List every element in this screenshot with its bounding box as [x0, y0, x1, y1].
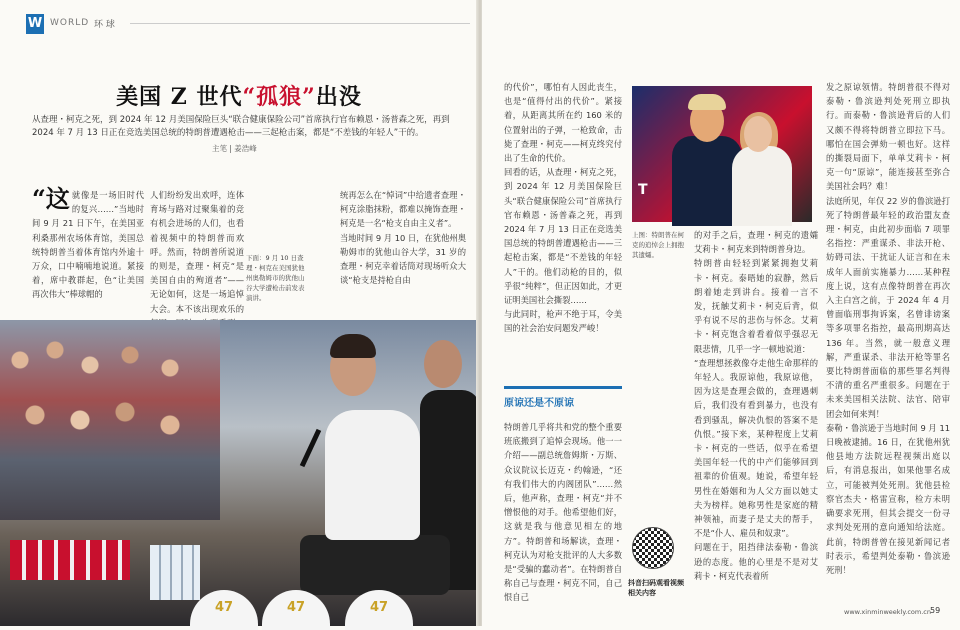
right-column-3: 发之原谅领情。特朗普很不得对泰勒・鲁滨逊判处死刑立即执行。而泰勒・鲁滨逊背后的人们又颇不得将特朗普立即拉下马。哪怕在国会弹劾一顿也好。这样的撕裂局面下，单单艾莉卡・柯克一句“原谅”，能连接甚至弥合美国社会吗？难！ 法庭所见，年仅 22 岁的鲁滨逊打死了特朗普最年轻的政治盟友查理・柯克，由此初步面临 7 项罪名指控：严重谋杀、非法开枪、妨碍司法、干扰证人证言和在未成年人面前实施暴力……某种程度上说，这有点像特朗普在再次入主白宫之前，于 2024 年 4 月曾面临刑事拘诉案，名曾诽谤案等多项罪名指控，最高刑期高达 136 年。当然，就一般意义理解，严重谋杀、非法开枪等罪名要比特朗普面临的那些罪名判得不清的重名严重很多。问题在于未来美国相关法院、法官、陪审团会如何来判！ 泰勒・鲁滨逊于当地时间 9 月 11 日晚被逮捕。16 日，在犹他州犹他县地方法院远程视频出庭以后，有消息报出，如果他罪名成立，可能被判处死刑。犹他县检察官杰夫・格雷宣称，检方未明确要求死刑，但其会提交一份寻求判处死刑的意向通知给法庭。此前，特朗普曾在接见新闻记者时表示，希望判处泰勒・鲁滨逊死刑！: [826, 82, 950, 575]
backdrop-letter: T: [638, 182, 648, 198]
merch-boxes: [10, 540, 130, 580]
speaker-figure: [325, 410, 420, 540]
article-headline: [0, 80, 478, 111]
cap-47: 47: [262, 590, 330, 630]
right-column-2: 的对手之后，查理・柯克的遗孀艾莉卡・柯克来到特朗普身边。 特朗普由轻轻到紧紧拥抱艾莉卡・柯克。泰晤她的寂静，然后朗着她走到讲台。接着一言不发，抚触艾莉卡・柯克后背，似乎有说不尽的悲伤与怀念。艾莉卡・柯克饱含着看着似乎强忍无限悲情，几乎一字一顿地说道： “查理想拯救像夺走他生命那样的年轻人。我原谅他，我原谅他，因为这是查理会做的，查理遇刺后，我们没有看到暴力，也没有看到骚乱，解决仇恨的答案不是仇恨。”接下来，某种程度上艾莉卡・柯克的一些话，似乎在希望美国年轻一代的中产们能够回到祖辈的价值观。她说，希望年轻男性在婚姻和为人父方面以她丈夫为榜样。她称男性是家庭的精神领袖，而妻子是丈夫的帮手，不是“仆人、雇员和奴隶”。 问题在于，阻挡律法泰勒・鲁滨逊的态度。他的心里是不是对艾莉卡・柯克代表着所: [694, 230, 818, 581]
section-label-en: WORLD: [50, 18, 90, 28]
body-column-1-text: 就像是一场旧时代的复兴……”当地时间 9 月 21 日下午，在美国亚利桑那州农场体育馆，美国总统特朗普当着体育馆内外逾十万众，口中喃喃地说道。紧接着，席中教群起，色“让美国再次伟大”棒球帽的: [32, 190, 144, 300]
right-column-1-bottom: 特朗普几乎将共和党的整个重要班底搬到了追悼会现场。他一一介绍——副总统詹姆斯・万斯、众议院议长迈克・约翰逊，“还有我们伟大的内阁团队”……然后，他声称，查理・柯克“并不憎恨他的对手。他希望他们好，这就是我与他意见相左的地方”。特朗普和场解读，查理・柯克认为对枪支批评的人大多数是“受骗的蠢动者”。在特朗普自称自己与查理・柯克不同，自己恨自己: [504, 422, 622, 603]
qr-code-icon[interactable]: [632, 527, 674, 569]
subhead: 原谅还是不原谅: [504, 398, 574, 409]
qr-caption: 抖音扫码观看视频相关内容: [628, 579, 684, 597]
woman-head: [744, 116, 772, 152]
right-column-1-top: 的代价”，哪怕有人因此丧生，也是“值得付出的代价”。紧接着，从距离其所在约 160 米的位置射出的子弹，一枪致命，击毙了查理・柯克——柯克终究付出了生命的代价。 回看的话，从查理・柯克之死，到 2024 年 12 月美国保险巨头“联合健康保险公司”首席执行官布赖恩・汤普森之死，再到 2024 年 7 月 13 日正在竞选美国总统的特朗普遭遇枪击——三起枪击案，都是“不差钱的年轻人”干的。他们动枪的目的，似乎很“纯粹”，但正因如此，才更证明美国社会撕裂…… 与此同时，枪声不绝于耳，令美国的社会治安问题发严峻！: [504, 82, 622, 334]
body-column-1: [32, 184, 144, 316]
speaker-hair: [330, 334, 376, 358]
footer-url[interactable]: www.xinminweekly.com.cn: [844, 608, 931, 616]
page-number: 59: [930, 606, 941, 615]
headline-pre: 美国 Z 世代: [116, 84, 243, 110]
body-column-3: 统再怎么在“悼词”中给遗者查理・柯克涂脂抹粉，都难以掩饰查理・柯克是一名“枪支自由主义者”。 当地时间 9 月 10 日，在犹他州奥勒姆市的犹他山谷大学，31 岁的查理・柯克幸着话筒对现场听众大谈“枪支是持枪自由: [340, 190, 466, 286]
subhead-rule: [504, 386, 622, 389]
memorial-photo: [632, 86, 812, 222]
speaker-legs: [300, 535, 450, 595]
guard-head: [424, 340, 462, 388]
man-hair: [688, 94, 726, 110]
headline-accent: “孤狼”: [242, 84, 316, 110]
cap-47: 47: [190, 590, 258, 630]
photo-caption-left: 下面：9 月 10 日查理・柯克在美国犹他州奥勒姆市的犹他山谷大学遭枪击前发表演讲。: [246, 254, 305, 302]
crowd-image: [0, 320, 220, 520]
woman-dress: [732, 146, 792, 226]
microphone-icon: [300, 429, 321, 467]
left-page: [0, 0, 478, 626]
headline-post: 出没: [315, 84, 362, 110]
article-deck: 从查理・柯克之死，到 2024 年 12 月美国保险巨头“联合健康保险公司”首席执行官布赖恩・汤普森之死，再到 2024 年 7 月 13 日正在竞选美国总统的特朗普遭遇枪击——三起枪击案，都是“不差钱的年轻人”干的。: [32, 115, 450, 138]
water-bottles: [150, 545, 200, 600]
right-page: [482, 0, 960, 626]
section-divider: [130, 23, 470, 24]
body-column-2: 人们纷纷发出欢呼，连体育场与路对过聚集着的竞有机会进场的人们，也看着视频中的特朗普而欢呼。然而，特朗普所说道的则是，查理・柯克“是美国自由的殉道者”——无论如何，这是一场追悼大会。本不该出现欢乐的: [150, 190, 244, 314]
byline: 主笔 | 姜浩峰: [212, 144, 257, 153]
cap-47: 47: [345, 590, 413, 630]
photo-caption-right: 上图：特朗普在柯克的追悼会上拥抱其遗孀。: [632, 231, 684, 259]
section-logo: W: [26, 14, 44, 34]
section-label-cn: 环 球: [94, 20, 115, 30]
rally-photo: [0, 320, 478, 626]
dropcap: “这: [32, 184, 70, 213]
